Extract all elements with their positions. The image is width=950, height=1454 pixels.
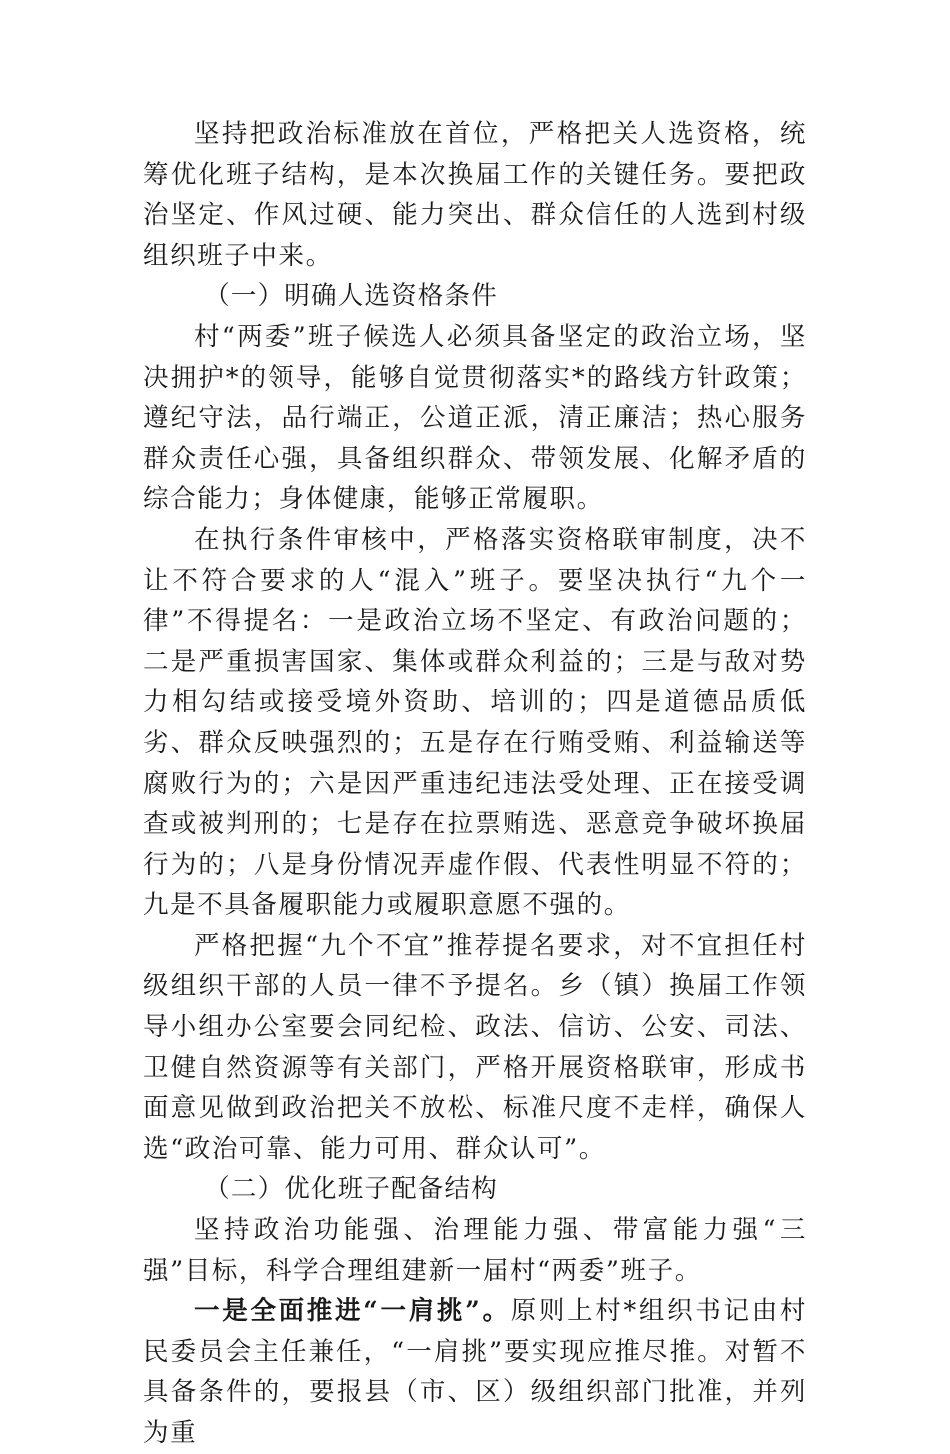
section-heading-2: （二）优化班子配备结构 xyxy=(204,1174,498,1205)
paragraph-three-strong: 坚持政治功能强、治理能力强、带富能力强“三强”目标，科学合理组建新一届村“两委”班子。 xyxy=(143,1215,807,1286)
paragraph-one-shoulder xyxy=(143,1291,807,1453)
document-body xyxy=(143,114,807,1454)
paragraph-lead-text: 原则上村*组织书记由村民委员会主任兼任，“一肩挑”要实现应推尽推。对暂不具备条件的，要报县（市、区）级组织部门批准，并列为重 xyxy=(143,1296,807,1448)
paragraph-nine-unsuitable: 严格把握“九个不宜”推荐提名要求，对不宜担任村级组织干部的人员一律不予提名。乡（镇）换届工作领导小组办公室要会同纪检、政法、信访、公安、司法、卫健自然资源等有关部门，严格开展资格联审，形成书面意见做到政治把关不放松、标准尺度不走样，确保人选“政治可靠、能力可用、群众认可”。 xyxy=(143,930,807,1164)
section-heading-1: （一）明确人选资格条件 xyxy=(204,281,498,312)
paragraph-nine-prohibitions: 在执行条件审核中，严格落实资格联审制度，决不让不符合要求的人“混入”班子。要坚决执行“九个一律”不得提名：一是政治立场不坚定、有政治问题的；二是严重损害国家、集体或群众利益的；三是与敌对势力相勾结或接受境外资助、培训的；四是道德品质低劣、群众反映强烈的；五是存在行贿受贿、利益输送等腐败行为的；六是因严重违纪违法受处理、正在接受调查或被判刑的；七是存在拉票贿选、恶意竞争破坏换届行为的；八是身份情况弄虚作假、代表性明显不符的；九是不具备履职能力或履职意愿不强的。 xyxy=(143,524,807,921)
paragraph-lead-bold: 一是全面推进“一肩挑”。 xyxy=(194,1296,511,1327)
paragraph-qualifications: 村“两委”班子候选人必须具备坚定的政治立场，坚决拥护*的领导，能够自觉贯彻落实*的路线方针政策；遵纪守法，品行端正，公道正派，清正廉洁；热心服务群众责任心强，具备组织群众、带领发展、化解矛盾的综合能力；身体健康，能够正常履职。 xyxy=(143,321,807,515)
paragraph-intro: 坚持把政治标准放在首位，严格把关人选资格，统筹优化班子结构，是本次换届工作的关键任务。要把政治坚定、作风过硬、能力突出、群众信任的人选到村级组织班子中来。 xyxy=(143,119,807,271)
